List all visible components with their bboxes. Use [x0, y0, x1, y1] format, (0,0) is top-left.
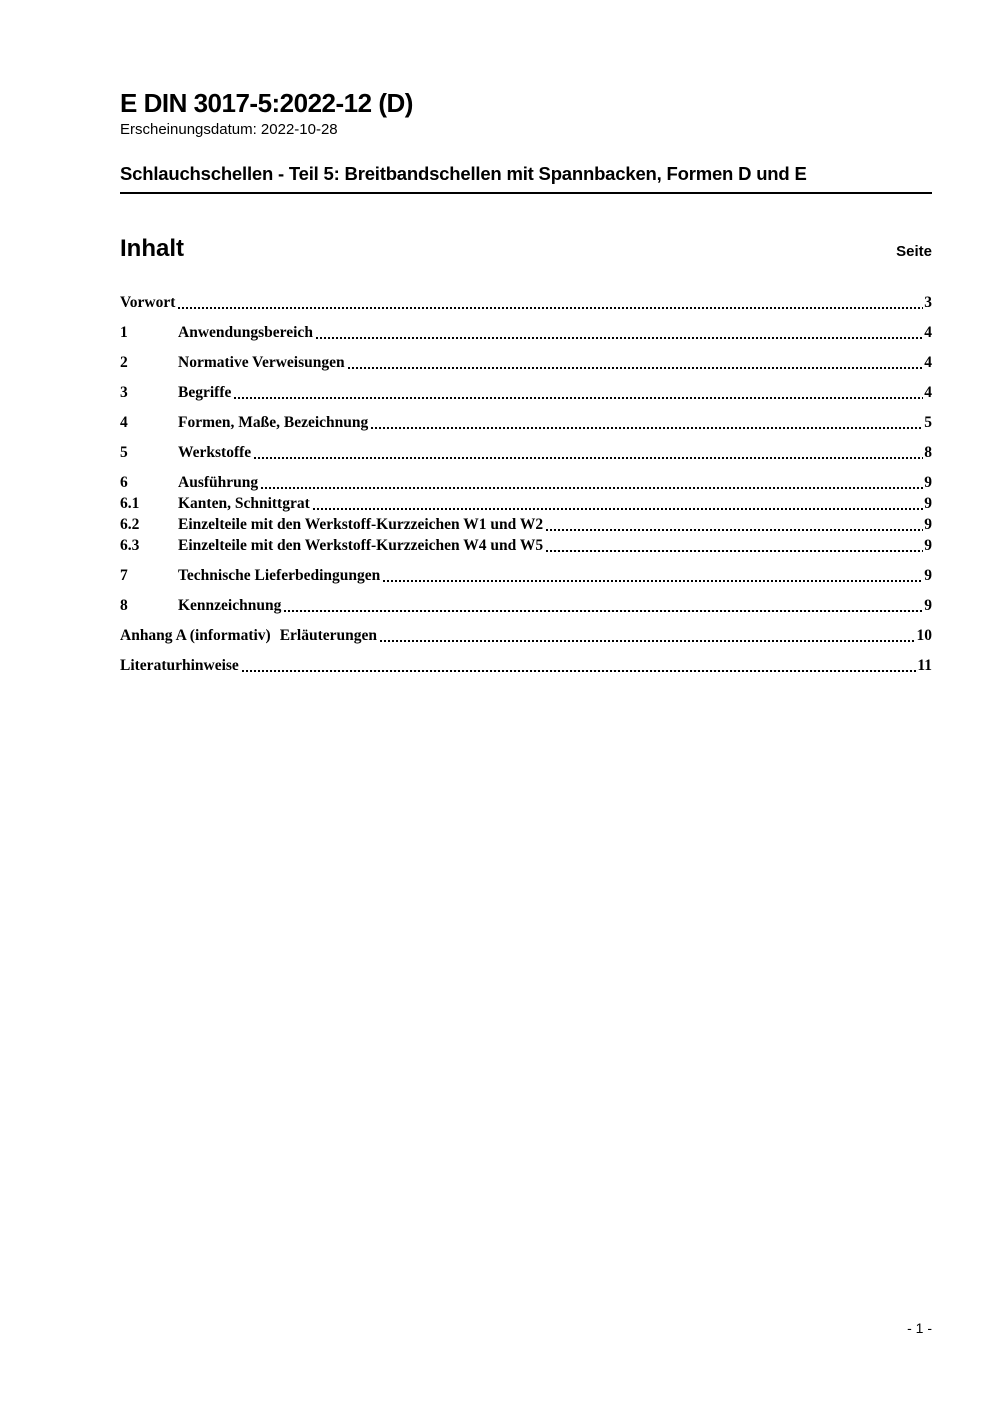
- toc-dot-leader: [242, 670, 917, 672]
- toc-entry-page: 4: [924, 324, 932, 341]
- toc-entry: [120, 472, 932, 493]
- document-header: [120, 0, 932, 194]
- toc-entry-label: Kennzeichnung: [178, 597, 282, 614]
- document-title: Schlauchschellen - Teil 5: Breitbandschellen mit Spannbacken, Formen D und E: [120, 162, 932, 194]
- toc-entry-number: 4: [120, 414, 128, 431]
- toc-dot-leader: [371, 427, 923, 429]
- toc-entry-number: 5: [120, 444, 128, 461]
- toc-dot-leader: [261, 487, 923, 489]
- toc-dot-leader: [546, 529, 923, 531]
- toc-entry-page: 9: [924, 597, 932, 614]
- toc-entry-page: 4: [924, 354, 932, 371]
- toc-entry-page: 3: [924, 294, 932, 311]
- standard-number: E DIN 3017-5:2022-12 (D): [120, 88, 413, 118]
- toc-dot-leader: [178, 307, 923, 309]
- toc-entry-page: 8: [924, 444, 932, 461]
- toc-entry: [120, 514, 932, 535]
- toc-entry: [120, 292, 932, 313]
- toc-entry-number: 3: [120, 384, 128, 401]
- toc-entry-number: 7: [120, 567, 128, 584]
- toc-entry-label: Anhang A (informativ): [120, 627, 271, 644]
- toc-dot-leader: [380, 640, 915, 642]
- toc-entry-label: Einzelteile mit den Werkstoff-Kurzzeichen W4 und W5: [178, 537, 544, 554]
- toc-entry-page: 10: [916, 627, 932, 644]
- toc-entry-label: Vorwort: [120, 294, 176, 311]
- toc-entry-page: 9: [924, 537, 932, 554]
- toc-entry-page: 9: [924, 495, 932, 512]
- toc-entry-page: 5: [924, 414, 932, 431]
- toc-entry: [120, 382, 932, 403]
- toc-entry-number: 2: [120, 354, 128, 371]
- toc-entry-label: Anwendungsbereich: [178, 324, 313, 341]
- toc-entry: [120, 595, 932, 616]
- toc-page-column-label: Seite: [896, 243, 932, 260]
- toc-entry-number: 6.2: [120, 516, 140, 533]
- toc-entry: [120, 322, 932, 343]
- toc-entry-label: Ausführung: [178, 474, 259, 491]
- toc-entry: [120, 442, 932, 463]
- toc-list: [120, 292, 932, 676]
- toc-header-row: [120, 235, 932, 263]
- toc-entry-label: Technische Lieferbedingungen: [178, 567, 381, 584]
- toc-entry-page: 9: [924, 474, 932, 491]
- toc-entry-label: Formen, Maße, Bezeichnung: [178, 414, 369, 431]
- toc-entry: [120, 493, 932, 514]
- toc-entry-label: Begriffe: [178, 384, 232, 401]
- toc-dot-leader: [234, 397, 923, 399]
- toc-entry-number: 6: [120, 474, 128, 491]
- toc-entry: [120, 352, 932, 373]
- toc-dot-leader: [313, 508, 924, 510]
- toc-entry-sublabel: Erläuterungen: [279, 627, 378, 644]
- toc-entry-label: Normative Verweisungen: [178, 354, 345, 371]
- toc-dot-leader: [546, 550, 923, 552]
- toc-entry-number: 1: [120, 324, 128, 341]
- toc-entry: [120, 565, 932, 586]
- toc-entry-number: 8: [120, 597, 128, 614]
- toc-entry-label: Kanten, Schnittgrat: [178, 495, 310, 512]
- page-content: [120, 0, 932, 676]
- toc-entry-number: 6.3: [120, 537, 140, 554]
- toc-entry-label: Einzelteile mit den Werkstoff-Kurzzeichen W1 und W2: [178, 516, 544, 533]
- toc-entry-label: Werkstoffe: [178, 444, 252, 461]
- toc-entry-page: 11: [917, 657, 932, 674]
- toc-entry: [120, 412, 932, 433]
- toc-entry-number: 6.1: [120, 495, 140, 512]
- toc-entry-page: 9: [924, 567, 932, 584]
- toc-heading: Inhalt: [120, 235, 184, 262]
- toc-dot-leader: [383, 580, 923, 582]
- toc-dot-leader: [348, 367, 924, 369]
- toc-dot-leader: [254, 457, 923, 459]
- toc-entry: [120, 625, 932, 646]
- toc-entry-page: 4: [924, 384, 932, 401]
- toc-entry-page: 9: [924, 516, 932, 533]
- toc-entry-label: Literaturhinweise: [120, 657, 239, 674]
- page-number-footer: - 1 -: [907, 1320, 932, 1336]
- toc-entry: [120, 535, 932, 556]
- publication-date: Erscheinungsdatum: 2022-10-28: [120, 121, 338, 138]
- toc-entry: [120, 655, 932, 676]
- toc-dot-leader: [316, 337, 923, 339]
- toc-dot-leader: [284, 610, 923, 612]
- table-of-contents: [120, 235, 932, 676]
